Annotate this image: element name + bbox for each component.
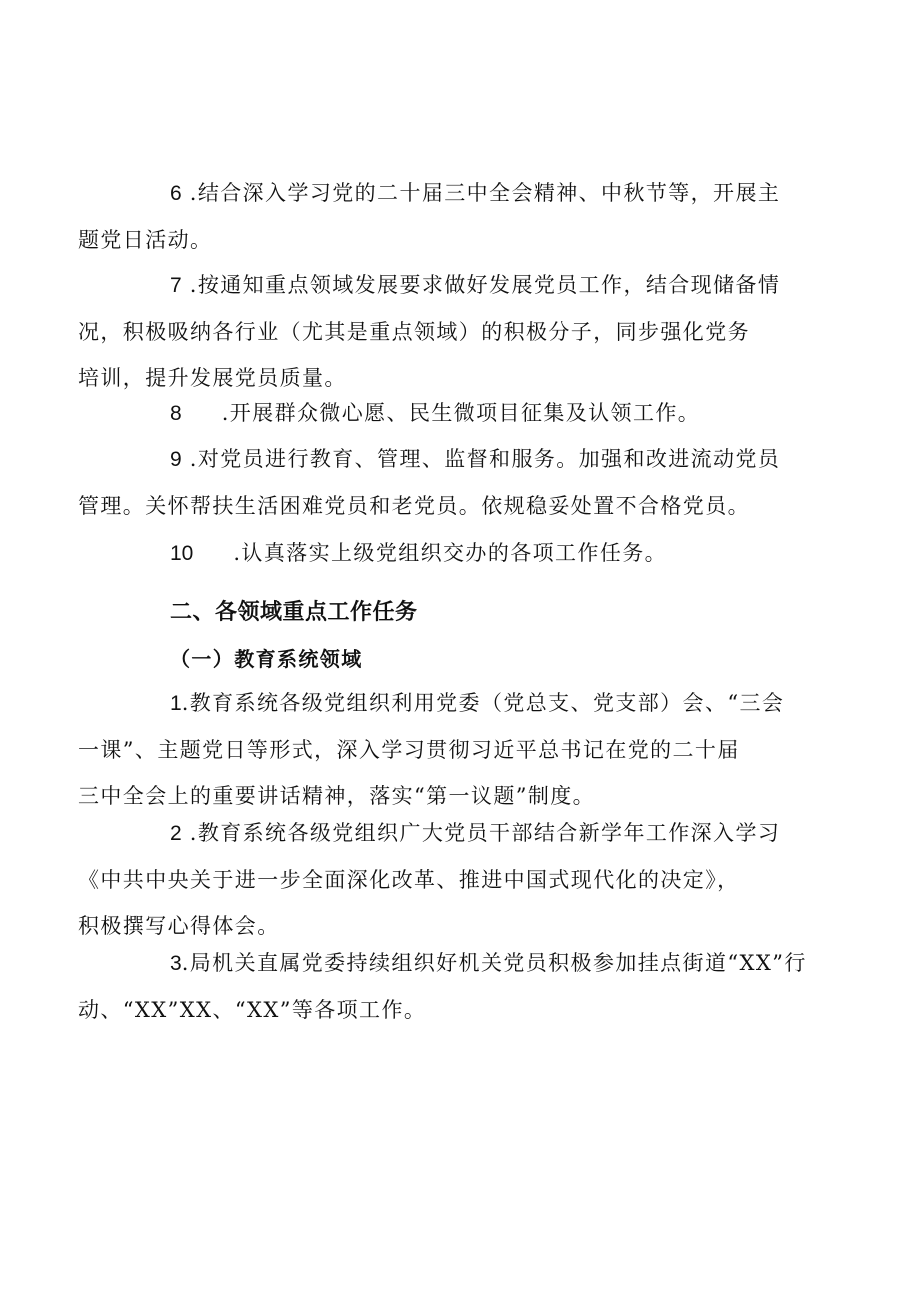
subsection-heading: （一）教育系统领域 <box>170 647 363 671</box>
item-text-line: 动、“XX”XX、“XX”等各项工作。 <box>78 998 427 1022</box>
section-heading: 二、各领域重点工作任务 <box>170 600 418 625</box>
item-text-line: .结合深入学习党的二十届三中全会精神、中秋节等，开展主 <box>189 181 781 205</box>
item-text-line: .认真落实上级党组织交办的各项工作任务。 <box>233 541 668 565</box>
item-text-line: 三中全会上的重要讲话精神，落实“第一议题”制度。 <box>78 784 596 808</box>
item-text-line: 管理。关怀帮扶生活困难党员和老党员。依规稳妥处置不合格党员。 <box>78 494 750 518</box>
item-number: 6 <box>170 182 182 205</box>
sub-item-2 <box>78 810 812 949</box>
item-number: 9 <box>170 448 182 471</box>
item-number: 7 <box>170 274 182 297</box>
item-text-line: 《中共中央关于进一步全面深化改革、推进中国式现代化的决定》， <box>78 868 740 892</box>
item-number: 1 <box>170 692 182 715</box>
item-text-line: 培训，提升发展党员质量。 <box>78 366 347 390</box>
list-item-9 <box>78 436 812 529</box>
sub-item-3 <box>78 940 812 1033</box>
item-number: 3 <box>170 952 182 975</box>
list-item-8 <box>124 390 812 437</box>
item-number: 2 <box>170 822 182 845</box>
item-text-line: .教育系统各级党组织利用党委（党总支、党支部）会、“三会 <box>181 691 785 715</box>
list-item-10 <box>124 530 812 577</box>
sub-item-1 <box>78 680 812 819</box>
item-number: 8 <box>170 402 182 425</box>
item-text-line: .教育系统各级党组织广大党员干部结合新学年工作深入学习 <box>189 821 781 845</box>
list-item-6 <box>78 170 812 263</box>
item-text-line: .局机关直属党委持续组织好机关党员积极参加挂点街道“XX”行 <box>181 951 807 975</box>
item-text-line: 题党日活动。 <box>78 228 213 252</box>
item-text-line: .对党员进行教育、管理、监督和服务。加强和改进流动党员 <box>189 447 781 471</box>
list-item-7 <box>78 262 812 401</box>
item-number: 10 <box>170 542 194 565</box>
item-text-line: .开展群众微心愿、民生微项目征集及认领工作。 <box>221 401 701 425</box>
item-text-line: 况，积极吸纳各行业（尤其是重点领域）的积极分子，同步强化党务 <box>78 320 750 344</box>
item-text-line: 一课”、主题党日等形式，深入学习贯彻习近平总书记在党的二十届 <box>78 738 740 762</box>
item-text-line: .按通知重点领域发展要求做好发展党员工作，结合现储备情 <box>189 273 781 297</box>
item-text-line: 积极撰写心得体会。 <box>78 914 280 938</box>
